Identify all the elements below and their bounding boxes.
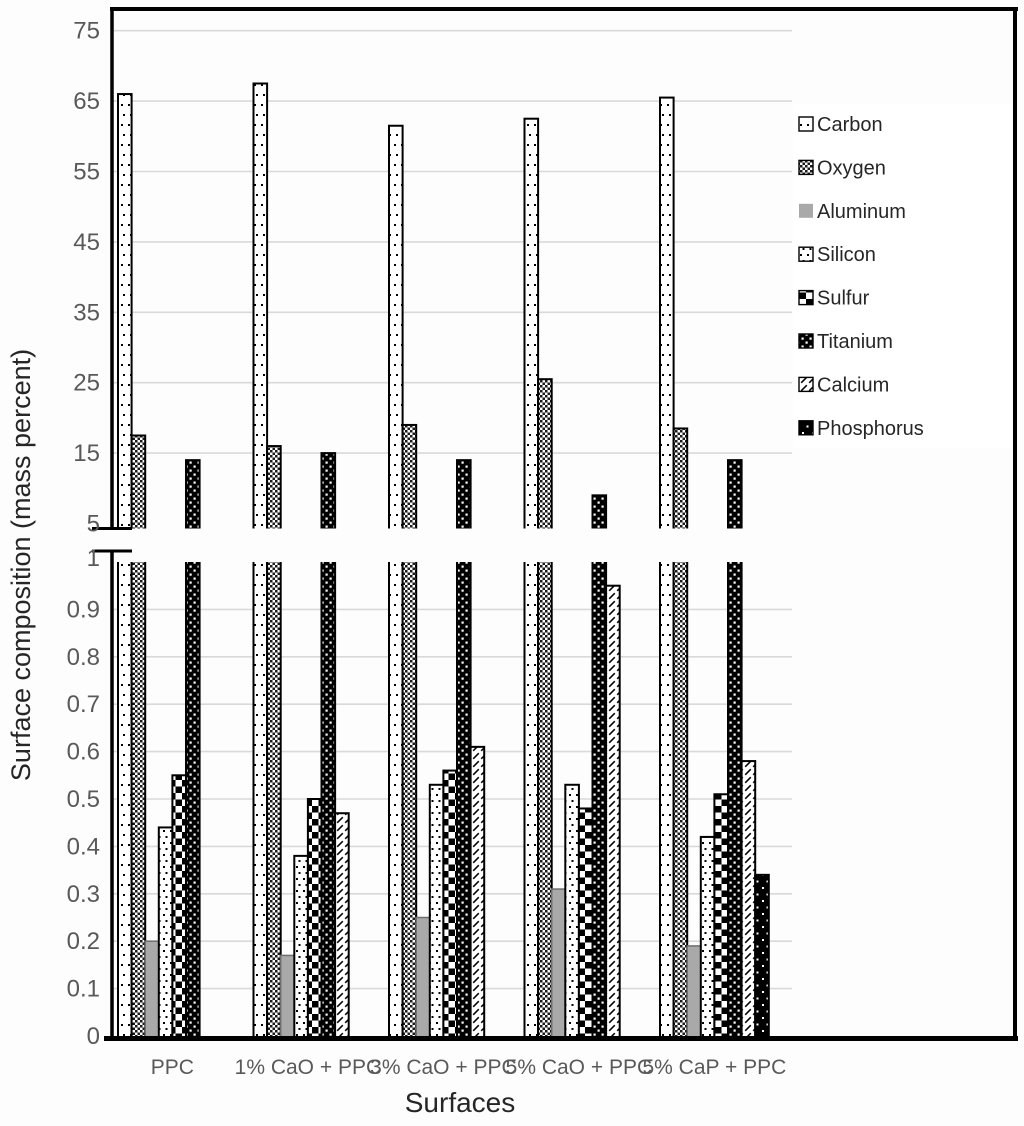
bar-upper-titanium-5-cap-ppc	[728, 460, 742, 534]
legend-item-phosphorus	[799, 418, 924, 440]
tick-label-bottom-0.4: 0.4	[66, 833, 100, 861]
tick-label-bottom-0.9: 0.9	[66, 596, 100, 624]
bar-lower-aluminum-5-cap-ppc	[687, 946, 701, 1037]
bar-upper-titanium-3-cao-ppc	[457, 460, 471, 534]
bar-lower-aluminum-ppc	[145, 941, 159, 1037]
tick-label-top-75: 75	[73, 17, 100, 45]
legend-label-silicon: Silicon	[817, 244, 876, 267]
x-category-label-5-cao-ppc: 5% CaO + PPC	[505, 1056, 653, 1079]
bar-upper-oxygen-3-cao-ppc	[403, 425, 417, 535]
bar-lower-aluminum-1-cao-ppc	[281, 955, 295, 1037]
tick-label-top-45: 45	[73, 228, 100, 256]
bar-upper-oxygen-5-cao-ppc	[538, 379, 552, 534]
bar-lower-carbon-5-cap-ppc	[660, 556, 674, 1037]
bar-lower-sulfur-3-cao-ppc	[443, 771, 457, 1037]
legend-label-calcium: Calcium	[817, 374, 890, 397]
tick-label-bottom-0.7: 0.7	[66, 691, 100, 719]
tick-label-top-65: 65	[73, 88, 100, 116]
tick-label-bottom-0.6: 0.6	[66, 738, 100, 766]
bar-upper-oxygen-1-cao-ppc	[267, 446, 281, 534]
tick-label-bottom-0.2: 0.2	[66, 928, 100, 956]
y-axis-title: Surface composition (mass percent)	[6, 348, 36, 782]
x-category-label-1-cao-ppc: 1% CaO + PPC	[234, 1056, 382, 1079]
legend-label-sulfur: Sulfur	[817, 287, 870, 310]
bar-lower-oxygen-5-cap-ppc	[674, 556, 688, 1037]
legend-swatch-phosphorus	[799, 421, 813, 435]
bar-lower-sulfur-5-cap-ppc	[714, 794, 728, 1037]
tick-label-top-15: 15	[73, 440, 100, 468]
bar-lower-sulfur-ppc	[172, 775, 186, 1037]
tick-label-bottom-1: 1	[86, 545, 100, 572]
bar-upper-titanium-1-cao-ppc	[322, 453, 336, 534]
bar-lower-carbon-1-cao-ppc	[254, 556, 268, 1037]
tick-label-bottom-0.5: 0.5	[66, 786, 100, 813]
legend-swatch-titanium	[799, 334, 813, 348]
tick-label-top-55: 55	[73, 158, 100, 186]
tick-label-top-5: 5	[86, 510, 100, 538]
bar-upper-titanium-ppc	[186, 460, 200, 534]
tick-label-bottom-0.8: 0.8	[66, 643, 100, 671]
bar-upper-oxygen-5-cap-ppc	[674, 428, 688, 534]
category-labels	[151, 1056, 786, 1079]
bar-upper-carbon-3-cao-ppc	[389, 126, 403, 535]
bar-lower-oxygen-5-cao-ppc	[538, 556, 552, 1037]
bar-lower-calcium-1-cao-ppc	[335, 813, 349, 1037]
bar-lower-carbon-ppc	[118, 556, 132, 1037]
bars-lower-panel	[118, 556, 769, 1037]
legend-swatch-sulfur	[799, 291, 813, 305]
legend-swatch-calcium	[799, 377, 813, 391]
bar-lower-carbon-3-cao-ppc	[389, 556, 403, 1037]
x-category-label-3-cao-ppc: 3% CaO + PPC	[370, 1056, 517, 1079]
legend-label-aluminum: Aluminum	[817, 200, 906, 223]
bar-lower-calcium-5-cao-ppc	[606, 586, 620, 1037]
bar-lower-silicon-1-cao-ppc	[294, 856, 308, 1037]
bar-lower-phosphorus-5-cap-ppc	[755, 875, 769, 1037]
legend-label-titanium: Titanium	[817, 331, 893, 353]
bar-lower-silicon-5-cap-ppc	[701, 837, 715, 1037]
bar-upper-carbon-1-cao-ppc	[254, 84, 268, 535]
x-axis-title: Surfaces	[404, 1087, 516, 1118]
tick-label-bottom-0.3: 0.3	[66, 880, 100, 908]
legend-label-oxygen: Oxygen	[817, 157, 886, 180]
bar-lower-sulfur-1-cao-ppc	[308, 799, 322, 1037]
bar-lower-oxygen-ppc	[132, 556, 146, 1037]
tick-label-top-25: 25	[73, 369, 100, 397]
bar-upper-titanium-5-cao-ppc	[593, 495, 607, 534]
tick-labels	[67, 18, 100, 1050]
bar-lower-sulfur-5-cao-ppc	[579, 808, 593, 1037]
bar-lower-titanium-3-cao-ppc	[457, 556, 471, 1037]
bar-lower-titanium-ppc	[186, 556, 200, 1037]
bar-upper-carbon-5-cao-ppc	[525, 119, 539, 535]
legend	[793, 104, 1011, 448]
legend-swatch-oxygen	[799, 160, 813, 174]
legend-swatch-silicon	[799, 247, 813, 261]
bar-lower-titanium-5-cap-ppc	[728, 556, 742, 1037]
bar-lower-silicon-5-cao-ppc	[565, 785, 579, 1037]
bar-lower-aluminum-5-cao-ppc	[552, 889, 566, 1037]
bar-lower-calcium-5-cap-ppc	[742, 761, 756, 1037]
tick-label-bottom-0: 0	[86, 1023, 100, 1050]
bar-upper-carbon-5-cap-ppc	[660, 98, 674, 535]
bars-upper-panel	[118, 84, 742, 535]
bar-lower-aluminum-3-cao-ppc	[416, 918, 430, 1038]
bar-upper-oxygen-ppc	[132, 436, 146, 535]
bar-lower-silicon-3-cao-ppc	[430, 785, 444, 1037]
legend-swatch-aluminum	[799, 204, 813, 218]
legend-label-carbon: Carbon	[817, 114, 883, 136]
legend-label-phosphorus: Phosphorus	[817, 417, 924, 440]
bar-lower-silicon-ppc	[159, 827, 173, 1037]
legend-swatch-carbon	[799, 117, 813, 131]
tick-label-bottom-0.1: 0.1	[66, 975, 100, 1003]
bar-lower-titanium-1-cao-ppc	[322, 556, 336, 1037]
bar-lower-calcium-3-cao-ppc	[471, 747, 485, 1037]
x-category-label-ppc: PPC	[150, 1056, 194, 1079]
bar-lower-oxygen-1-cao-ppc	[267, 556, 281, 1037]
tick-label-top-35: 35	[73, 299, 100, 327]
bar-lower-titanium-5-cao-ppc	[593, 556, 607, 1037]
bar-lower-carbon-5-cao-ppc	[525, 556, 539, 1037]
bar-lower-oxygen-3-cao-ppc	[403, 556, 417, 1037]
bar-upper-carbon-ppc	[118, 94, 132, 534]
x-category-label-5-cap-ppc: 5% CaP + PPC	[642, 1056, 787, 1079]
